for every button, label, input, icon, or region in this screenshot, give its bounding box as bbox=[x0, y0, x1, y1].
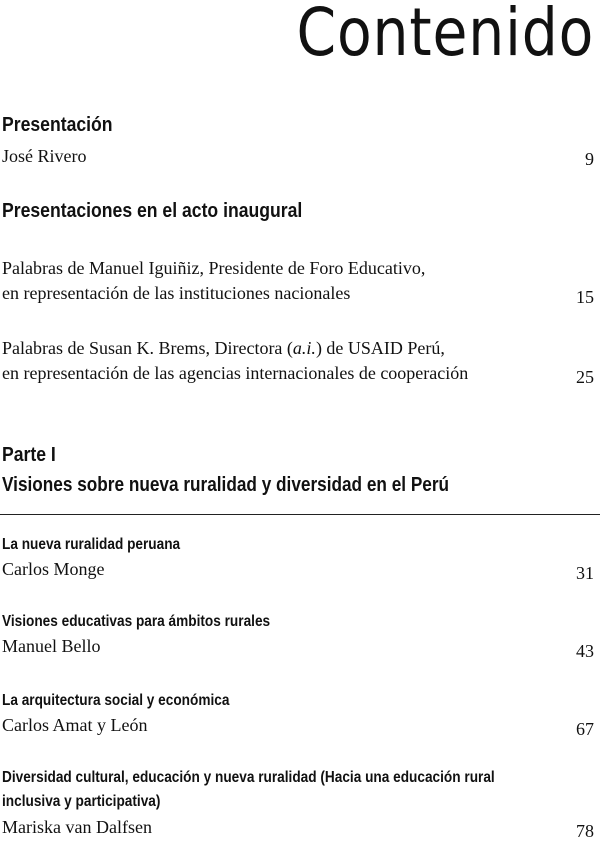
entry-3-page: 67 bbox=[576, 719, 594, 739]
acto-item-2-page: 25 bbox=[576, 367, 594, 387]
acto-item-2-line1-c: ) de USAID Perú, bbox=[315, 338, 445, 358]
part-label: Parte I bbox=[2, 444, 56, 466]
entry-1-author: Carlos Monge bbox=[2, 559, 105, 579]
acto-item-2-line1 bbox=[2, 338, 445, 359]
acto-item-1-line2: en representación de las instituciones nacionales bbox=[2, 283, 351, 303]
acto-item-1-page: 15 bbox=[576, 287, 594, 307]
acto-item-2-line1-a: Palabras de Susan K. Brems, Directora ( bbox=[2, 338, 293, 358]
divider-rule bbox=[0, 514, 600, 515]
entry-3-title: La arquitectura social y económica bbox=[2, 692, 230, 709]
entry-2-title: Visiones educativas para ámbitos rurales bbox=[2, 613, 271, 630]
presentacion-author: José Rivero bbox=[2, 146, 87, 166]
section-heading-acto: Presentaciones en el acto inaugural bbox=[2, 200, 303, 222]
section-heading-presentacion: Presentación bbox=[2, 114, 113, 136]
entry-1-title: La nueva ruralidad peruana bbox=[2, 536, 181, 553]
entry-2-page: 43 bbox=[576, 641, 594, 661]
entry-1-page: 31 bbox=[576, 563, 594, 583]
entry-4-title-line2: inclusiva y participativa) bbox=[2, 793, 161, 810]
acto-item-2-line1-abbrev: a.i. bbox=[292, 338, 316, 358]
acto-item-2-line2: en representación de las agencias internacionales de cooperación bbox=[2, 363, 469, 383]
presentacion-page: 9 bbox=[585, 149, 594, 169]
entry-4-title-line1: Diversidad cultural, educación y nueva ruralidad (Hacia una educación rural bbox=[2, 769, 495, 786]
page-title: Contenido bbox=[296, 0, 594, 71]
entry-3-author: Carlos Amat y León bbox=[2, 715, 148, 735]
entry-4-author: Mariska van Dalfsen bbox=[2, 817, 152, 837]
entry-2-author: Manuel Bello bbox=[2, 636, 101, 656]
part-heading: Visiones sobre nueva ruralidad y diversidad en el Perú bbox=[2, 474, 450, 496]
entry-4-page: 78 bbox=[576, 821, 594, 841]
acto-item-1-line1: Palabras de Manuel Iguiñiz, Presidente de Foro Educativo, bbox=[2, 258, 426, 278]
